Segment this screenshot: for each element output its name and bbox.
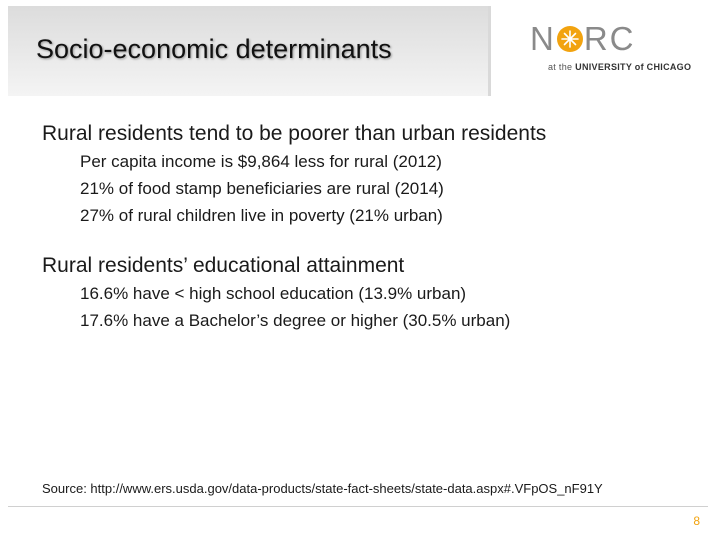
section-heading: Rural residents tend to be poorer than urban residents: [42, 122, 547, 145]
footer-divider: [8, 506, 708, 507]
logo-subtitle: [548, 62, 691, 72]
slide-content: [42, 122, 702, 331]
norc-logo: [530, 22, 700, 82]
section-heading: Rural residents’ educational attainment: [42, 254, 405, 277]
logo-wordmark: [530, 22, 636, 55]
logo-subtitle-main: UNIVERSITY of CHICAGO: [575, 62, 692, 72]
title-divider: [488, 6, 491, 96]
logo-letter-n: N: [530, 20, 556, 57]
bullet-item: Per capita income is $9,864 less for rural (2012): [80, 152, 442, 171]
bullet-item: 17.6% have a Bachelor’s degree or higher (30.5% urban): [80, 311, 511, 330]
star-icon: [557, 26, 583, 52]
section-income: [42, 122, 702, 226]
logo-subtitle-prefix: at the: [548, 62, 573, 72]
logo-letters-rc: RC: [583, 20, 636, 57]
bullet-item: 21% of food stamp beneficiaries are rural (2014): [80, 179, 444, 198]
bullet-item: 27% of rural children live in poverty (21% urban): [80, 206, 443, 225]
slide-title: Socio-economic determinants: [36, 34, 392, 64]
bullet-item: 16.6% have < high school education (13.9% urban): [80, 284, 467, 303]
section-education: [42, 254, 702, 331]
source-citation: Source: http://www.ers.usda.gov/data-products/state-fact-sheets/state-data.aspx#.VFpOS_nF91Y: [42, 481, 603, 496]
page-number: 8: [693, 514, 700, 528]
